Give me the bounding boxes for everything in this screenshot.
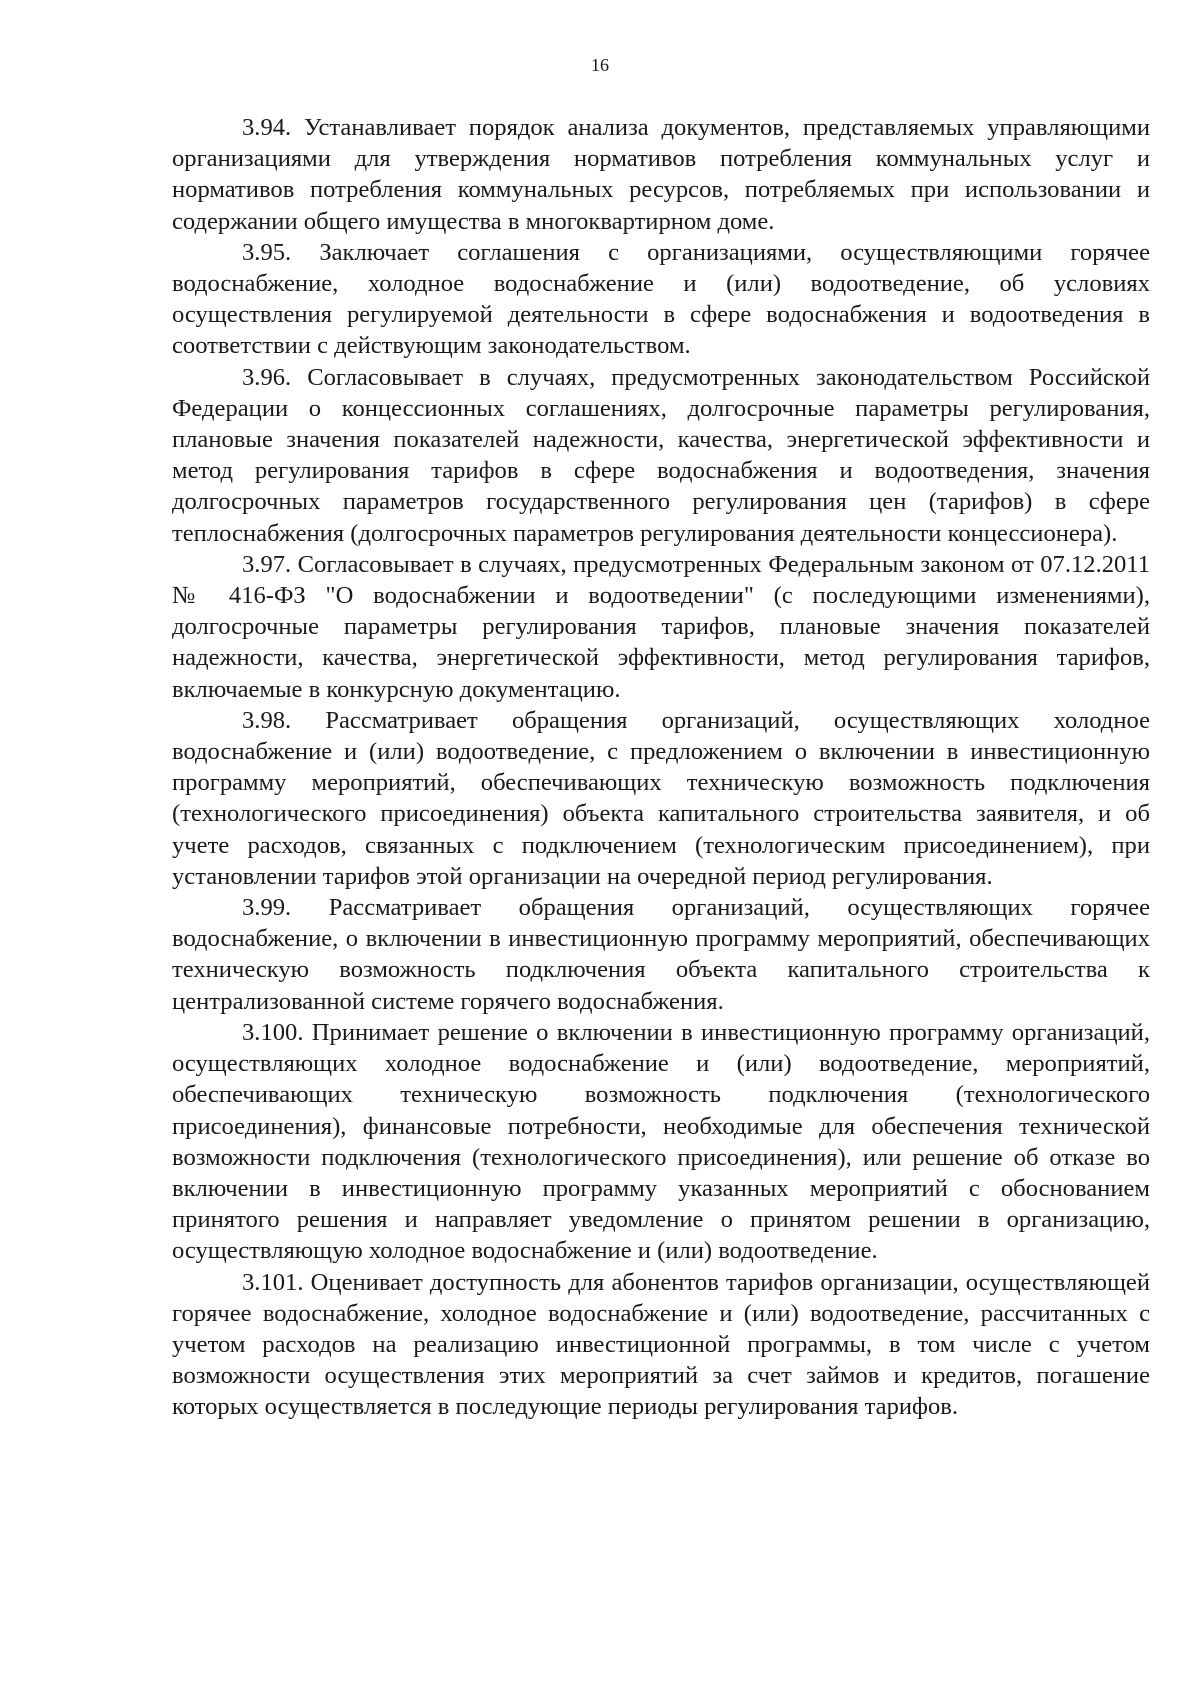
paragraph-3-101 (172, 1267, 1150, 1423)
paragraph-number: 3.98. (242, 706, 292, 734)
paragraph-number: 3.99. (242, 894, 292, 922)
paragraph-number: 3.100. (242, 1018, 304, 1046)
paragraph-3-96 (172, 362, 1150, 549)
paragraph-number: 3.95. (242, 238, 292, 266)
paragraph-text: Оценивает доступность для абонентов тарифов организации, осуществляющей горячее водоснабжение, холодное водоснабжение и (или) водоотведение, рассчитанных с учетом расходов на реализацию инвестиционной программы, в том числе с учетом возможности осуществления этих мероприятий за счет займов и кредитов, погашение которых осуществляется в последующие периоды регулирования тарифов. (172, 1268, 1150, 1421)
paragraph-text: Согласовывает в случаях, предусмотренных Федеральным законом от 07.12.2011 № 416-ФЗ "О водоснабжении и водоотведении" (с последующими изменениями), долгосрочные параметры регулирования тарифов, плановые значения показателей надежности, качества, энергетической эффективности, метод регулирования тарифов, включаемые в конкурсную документацию. (172, 550, 1150, 703)
paragraph-3-95 (172, 237, 1150, 362)
paragraph-3-98 (172, 705, 1150, 892)
paragraph-3-100 (172, 1017, 1150, 1267)
paragraph-number: 3.97. (242, 550, 292, 578)
paragraph-3-94 (172, 112, 1150, 237)
paragraph-text: Рассматривает обращения организаций, осуществляющих горячее водоснабжение, о включении в инвестиционную программу мероприятий, обеспечивающих техническую возможность подключения объекта капитального строительства к централизованной системе горячего водоснабжения. (172, 894, 1150, 1015)
paragraph-number: 3.94. (242, 114, 292, 141)
paragraph-3-97 (172, 549, 1150, 705)
paragraph-text: Рассматривает обращения организаций, осуществляющих холодное водоснабжение и (или) водоотведение, с предложением о включении в инвестиционную программу мероприятий, обеспечивающих техническую возможность подключения (технологического присоединения) объекта капитального строительства заявителя, и об учете расходов, связанных с подключением (технологическим присоединением), при установлении тарифов этой организации на очередной период регулирования. (172, 706, 1150, 890)
paragraph-text: Устанавливает порядок анализа документов, представляемых управляющими организациями для утверждения нормативов потребления коммунальных услуг и нормативов потребления коммунальных ресурсов, потребляемых при использовании и содержании общего имущества в многоквартирном доме. (172, 114, 1150, 235)
paragraph-number: 3.96. (242, 363, 292, 391)
paragraph-text: Согласовывает в случаях, предусмотренных законодательством Российской Федерации о концессионных соглашениях, долгосрочные параметры регулирования, плановые значения показателей надежности, качества, энергетической эффективности и метод регулирования тарифов в сфере водоснабжения и водоотведения, значения долгосрочных параметров государственного регулирования цен (тарифов) в сфере теплоснабжения (долгосрочных параметров регулирования деятельности концессионера). (172, 363, 1150, 547)
paragraph-3-99 (172, 892, 1150, 1017)
page-number: 16 (591, 55, 609, 75)
paragraph-text: Заключает соглашения с организациями, осуществляющими горячее водоснабжение, холодное водоснабжение и (или) водоотведение, об условиях осуществления регулируемой деятельности в сфере водоснабжения и водоотведения в соответствии с действующим законодательством. (172, 238, 1150, 360)
paragraph-number: 3.101. (242, 1268, 304, 1296)
paragraph-text: Принимает решение о включении в инвестиционную программу организаций, осуществляющих холодное водоснабжение и (или) водоотведение, мероприятий, обеспечивающих техническую возможность подключения (технологического присоединения), финансовые потребности, необходимые для обеспечения технической возможности подключения (технологического присоединения), или решение об отказе во включении в инвестиционную программу указанных мероприятий с обоснованием принятого решения и направляет уведомление о принятом решении в организацию, осуществляющую холодное водоснабжение и (или) водоотведение. (172, 1018, 1150, 1265)
document-body (172, 112, 1150, 1423)
